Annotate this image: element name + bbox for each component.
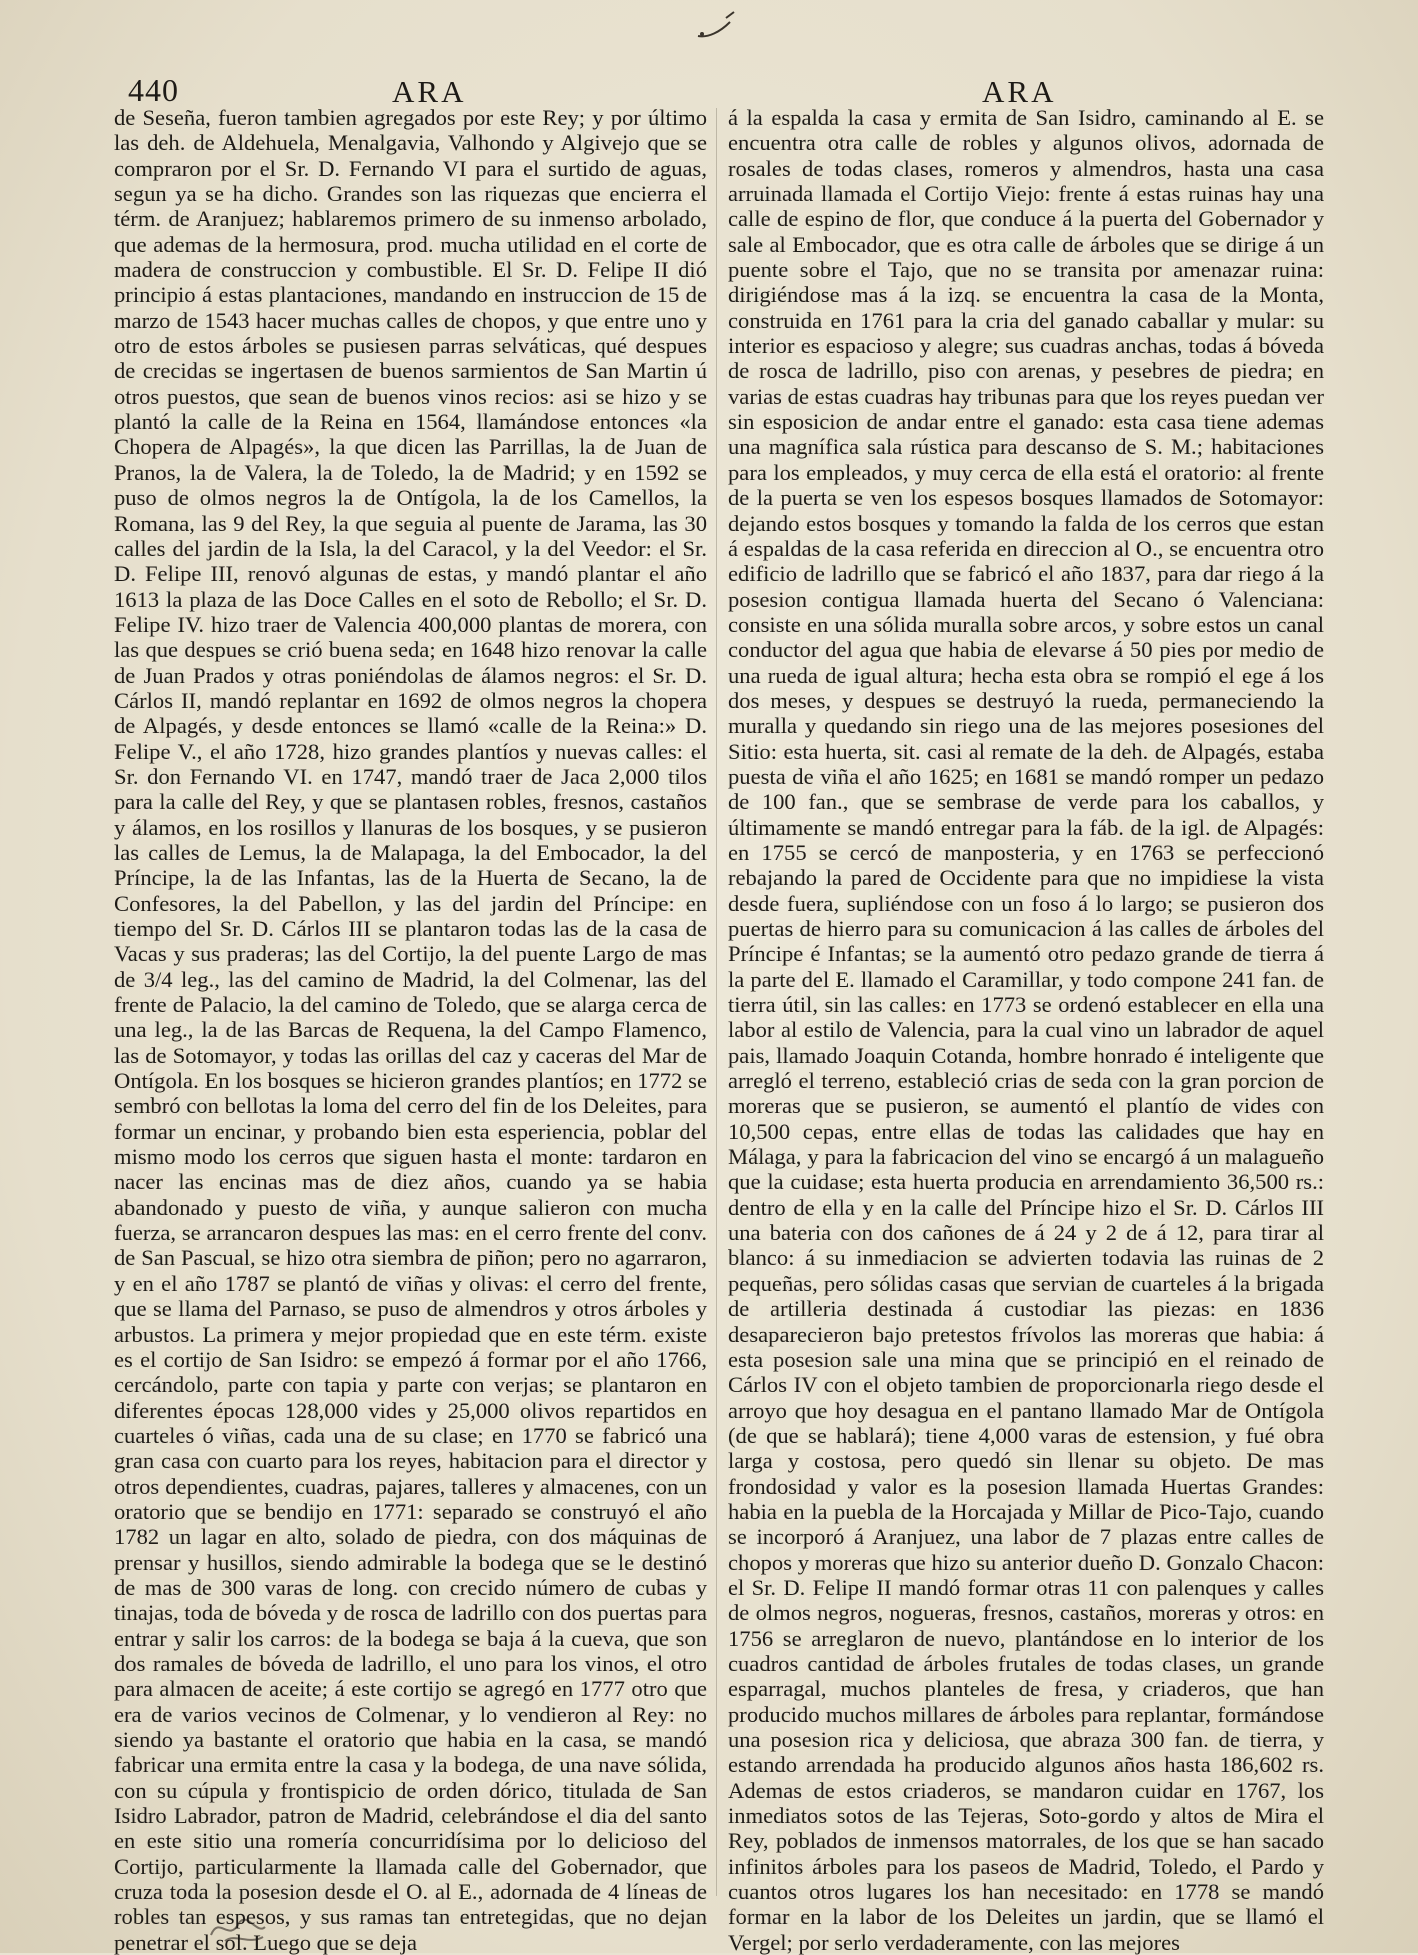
right-column (728, 105, 1324, 1955)
left-column (114, 105, 707, 1955)
right-column-text: á la espalda la casa y ermita de San Isidro, caminando al E. se encuentra otra calle de robles y algunos olivos, adornada de rosales de todas clases, romeros y almendros, hasta una casa arruinada llamada el Cortijo Viejo: frente á estas ruinas hay una calle de espino de flor, que conduce á la puerta del Gobernador y sale al Embocador, que es otra calle de árboles que se dirige á un puente sobre el Tajo, que no se transita por amenazar ruina: dirigiéndose mas á la izq. se encuentra la casa de la Monta, construida en 1761 para la cria del ganado caballar y mular: su interior es espacioso y alegre; sus cuadras anchas, todas á bóveda de rosca de ladrillo, piso con arenas, y pesebres de piedra; en varias de estas cuadras hay tribunas para que los reyes puedan ver sin esposicion de andar entre el ganado: esta casa tiene ademas una magnífica sala rústica para descanso de S. M.; habitaciones para los empleados, y muy cerca de ella está el oratorio: al frente de la puerta se ven los espesos bosques llamados de Sotomayor: dejando estos bosques y tomando la falda de los cerros que estan á espaldas de la casa referida en direccion al O., se encuentra otro edificio de ladrillo que se fabricó el año 1837, para dar riego á la posesion contigua llamada huerta del Secano ó Valenciana: consiste en una sólida muralla sobre arcos, y sobre estos un canal conductor del agua que habia de elevarse á 50 pies por medio de una rueda de igual altura; hecha esta obra se rompió el ege á los dos meses, y despues se destruyó la rueda, permaneciendo la muralla y quedando sin riego una de las mejores posesiones del Sitio: esta huerta, sit. casi al remate de la deh. de Alpagés, estaba puesta de viña el año 1625; en 1681 se mandó romper un pedazo de 100 fan., que se sembrase de verde para los caballos, y últimamente se mandó entregar para la fáb. de la igl. de Alpagés: en 1755 se cercó de manposteria, y en 1763 se perfeccionó rebajando la pared de Occidente para que no impidiese la vista desde fuera, supliéndose con un foso á lo largo; se pusieron dos puertas de hierro para su comunicacion á las calles de árboles del Príncipe é Infantas; se la aumentó otro pedazo grande de tierra á la parte del E. llamado el Caramillar, y todo compone 241 fan. de tierra útil, sin las calles: en 1773 se ordenó establecer en ella una labor al estilo de Valencia, para la cual vino un labrador de aquel pais, llamado Joaquin Cotanda, hombre honrado é inteligente que arregló el terreno, estableció crias de seda con la gran porcion de moreras que se pusieron, se aumentó el plantío de vides con 10,500 cepas, entre ellas de todas las calidades que hay en Málaga, y para la fabricacion del vino se encargó á un malagueño que la cuidase; esta huerta producia en arrendamiento 36,500 rs.: dentro de ella y en la calle del Príncipe hizo el Sr. D. Cárlos III una bateria con dos cañones de á 24 y 2 de á 12, para tirar al blanco: á su inmediacion se advierten todavia las ruinas de 2 pequeñas, pero sólidas casas que servian de cuarteles á la brigada de artilleria destinada á custodiar las piezas: en 1836 desaparecieron bajo pretestos frívolos las moreras que habia: á esta posesion sale una mina que se principió en el reinado de Cárlos IV con el objeto tambien de proporcionarla riego desde el arroyo que hoy desagua en el pantano llamado Mar de Ontígola (de que se hablará); tiene 4,000 varas de estension, y fué obra larga y costosa, pero quedó sin llenar su objeto. De mas frondosidad y valor es la posesion llamada Huertas Grandes: habia en la puebla de la Horcajada y Millar de Pico-Tajo, cuando se incorporó á Aranjuez, una labor de 7 plazas entre calles de chopos y moreras que hizo su anterior dueño D. Gonzalo Chacon: el Sr. D. Felipe II mandó formar otras 11 con palenques y calles de olmos negros, nogueras, fresnos, castaños, moreras y otros: en 1756 se arreglaron de nuevo, plantándose en lo interior de los cuadros cantidad de árboles frutales de todas clases, un grande esparragal, muchos planteles de fresa, y criaderos, que han producido muchos millares de árboles para replantar, formándose una posesion rica y deliciosa, que abraza 300 fan. de tierra, y estando arrendada ha producido algunos años hasta 186,602 rs. Ademas de estos criaderos, se mandaron cuidar en 1767, los inmediatos sotos de las Tejeras, Soto-gordo y altos de Mira el Rey, poblados de inmensos matorrales, de los que se han sacado infinitos árboles para los paseos de Madrid, Toledo, el Pardo y cuantos otros lugares los han necesitado: en 1778 se mandó formar en la labor de los Deleites un jardin, que se llamó el Vergel; por serlo verdaderamente, con las mejores (728, 105, 1324, 1955)
right-running-head: ARA (982, 74, 1057, 109)
ink-mark-top (690, 8, 750, 44)
page-number: 440 (128, 72, 179, 108)
column-divider (716, 108, 717, 1896)
left-running-head: ARA (392, 74, 467, 109)
left-column-text: de Seseña, fueron tambien agregados por este Rey; y por último las deh. de Aldehuela, Menalgavia, Valhondo y Algivejo que se compraron por el Sr. D. Fernando VI para el surtido de aguas, segun ya se ha dicho. Grandes son las riquezas que encierra el térm. de Aranjuez; hablaremos primero de su inmenso arbolado, que ademas de la hermosura, prod. mucha utilidad en el corte de madera de construccion y combustible. El Sr. D. Felipe II dió principio á estas plantaciones, mandando en instruccion de 15 de marzo de 1543 hacer muchas calles de chopos, y que entre uno y otro de estos árboles se pusiesen parras selváticas, qué despues de crecidas se ingertasen de buenos sarmientos de San Martin ú otros puestos, que sean de buenos vinos recios: asi se hizo y se plantó la calle de la Reina en 1564, llamándose entonces «la Chopera de Alpagés», la que dicen las Parrillas, la de Juan de Pranos, la de Valera, la de Toledo, la de Madrid; y en 1592 se puso de olmos negros la de Ontígola, la de los Camellos, la Romana, las 9 del Rey, la que seguia al puente de Jarama, las 30 calles del jardin de la Isla, la del Caracol, y la del Veedor: el Sr. D. Felipe III, renovó algunas de estas, y mandó plantar el año 1613 la plaza de las Doce Calles en el soto de Rebollo; el Sr. D. Felipe IV. hizo traer de Valencia 400,000 plantas de morera, con las que despues se crió buena seda; en 1648 hizo renovar la calle de Juan Prados y otras poniéndolas de álamos negros: el Sr. D. Cárlos II, mandó replantar en 1692 de olmos negros la chopera de Alpagés, y desde entonces se llamó «calle de la Reina:» D. Felipe V., el año 1728, hizo grandes plantíos y nuevas calles: el Sr. don Fernando VI. en 1747, mandó traer de Jaca 2,000 tilos para la calle del Rey, y que se plantasen robles, fresnos, castaños y álamos, en los rosillos y llanuras de los bosques, y se pusieron las calles de Lemus, la de Malapaga, la del Embocador, la del Príncipe, la de las Infantas, las de la Huerta de Secano, la de Confesores, la del Pabellon, y las del jardin del Príncipe: en tiempo del Sr. D. Cárlos III se plantaron todas las de la casa de Vacas y sus praderas; las del Cortijo, la del puente Largo de mas de 3/4 leg., las del camino de Madrid, la del Colmenar, las del frente de Palacio, la del camino de Toledo, que se alarga cerca de una leg., la de las Barcas de Requena, la del Campo Flamenco, las de Sotomayor, y todas las orillas del caz y caceras del Mar de Ontígola. En los bosques se hicieron grandes plantíos; en 1772 se sembró con bellotas la loma del cerro del fin de los Deleites, para formar un encinar, y probando bien esta esperiencia, poblar del mismo modo los cerros que siguen hasta el monte: tardaron en nacer las encinas mas de diez años, cuando ya se habia abandonado y puesto de viña, y aunque salieron con mucha fuerza, se arrancaron despues las mas: en el cerro frente del conv. de San Pascual, se hizo otra siembra de piñon; pero no agarraron, y en el año 1787 se plantó de viñas y olivas: el cerro del frente, que se llama del Parnaso, se puso de almendros y otros árboles y arbustos. La primera y mejor propiedad que en este térm. existe es el cortijo de San Isidro: se empezó á formar por el año 1766, cercándolo, parte con tapia y parte con verjas; se plantaron en diferentes épocas 128,000 vides y 25,000 olivos repartidos en cuarteles ó viñas, cada una de su clase; en 1770 se fabricó una gran casa con cuarto para los reyes, habitacion para el director y otros dependientes, cuadras, pajares, talleres y almacenes, con un oratorio que se bendijo en 1771: separado se construyó el año 1782 un lagar en alto, solado de piedra, con dos máquinas de prensar y husillos, siendo admirable la bodega que se le destinó de mas de 300 varas de long. con crecido número de cubas y tinajas, toda de bóveda y de rosca de ladrillo con dos puertas para entrar y salir los carros: de la bodega se baja á la cueva, que son dos ramales de bóveda de ladrillo, el uno para los vinos, el otro para almacen de aceite; á este cortijo se agregó en 1777 otro que era de varios vecinos de Colmenar, y lo vendieron al Rey: no siendo ya bastante el oratorio que habia en la casa, se mandó fabricar una ermita entre la casa y la bodega, de una nave sólida, con su cúpula y frontispicio de orden dórico, titulada de San Isidro Labrador, patron de Madrid, celebrándose el dia del santo en este sitio una romería concurridísima por lo delicioso del Cortijo, particularmente la llamada calle del Gobernador, que cruza toda la posesion desde el O. al E., adornada de 4 líneas de robles tan espesos, y sus ramas tan entretegidas, que no dejan penetrar el sol. Luego que se deja (114, 105, 707, 1955)
